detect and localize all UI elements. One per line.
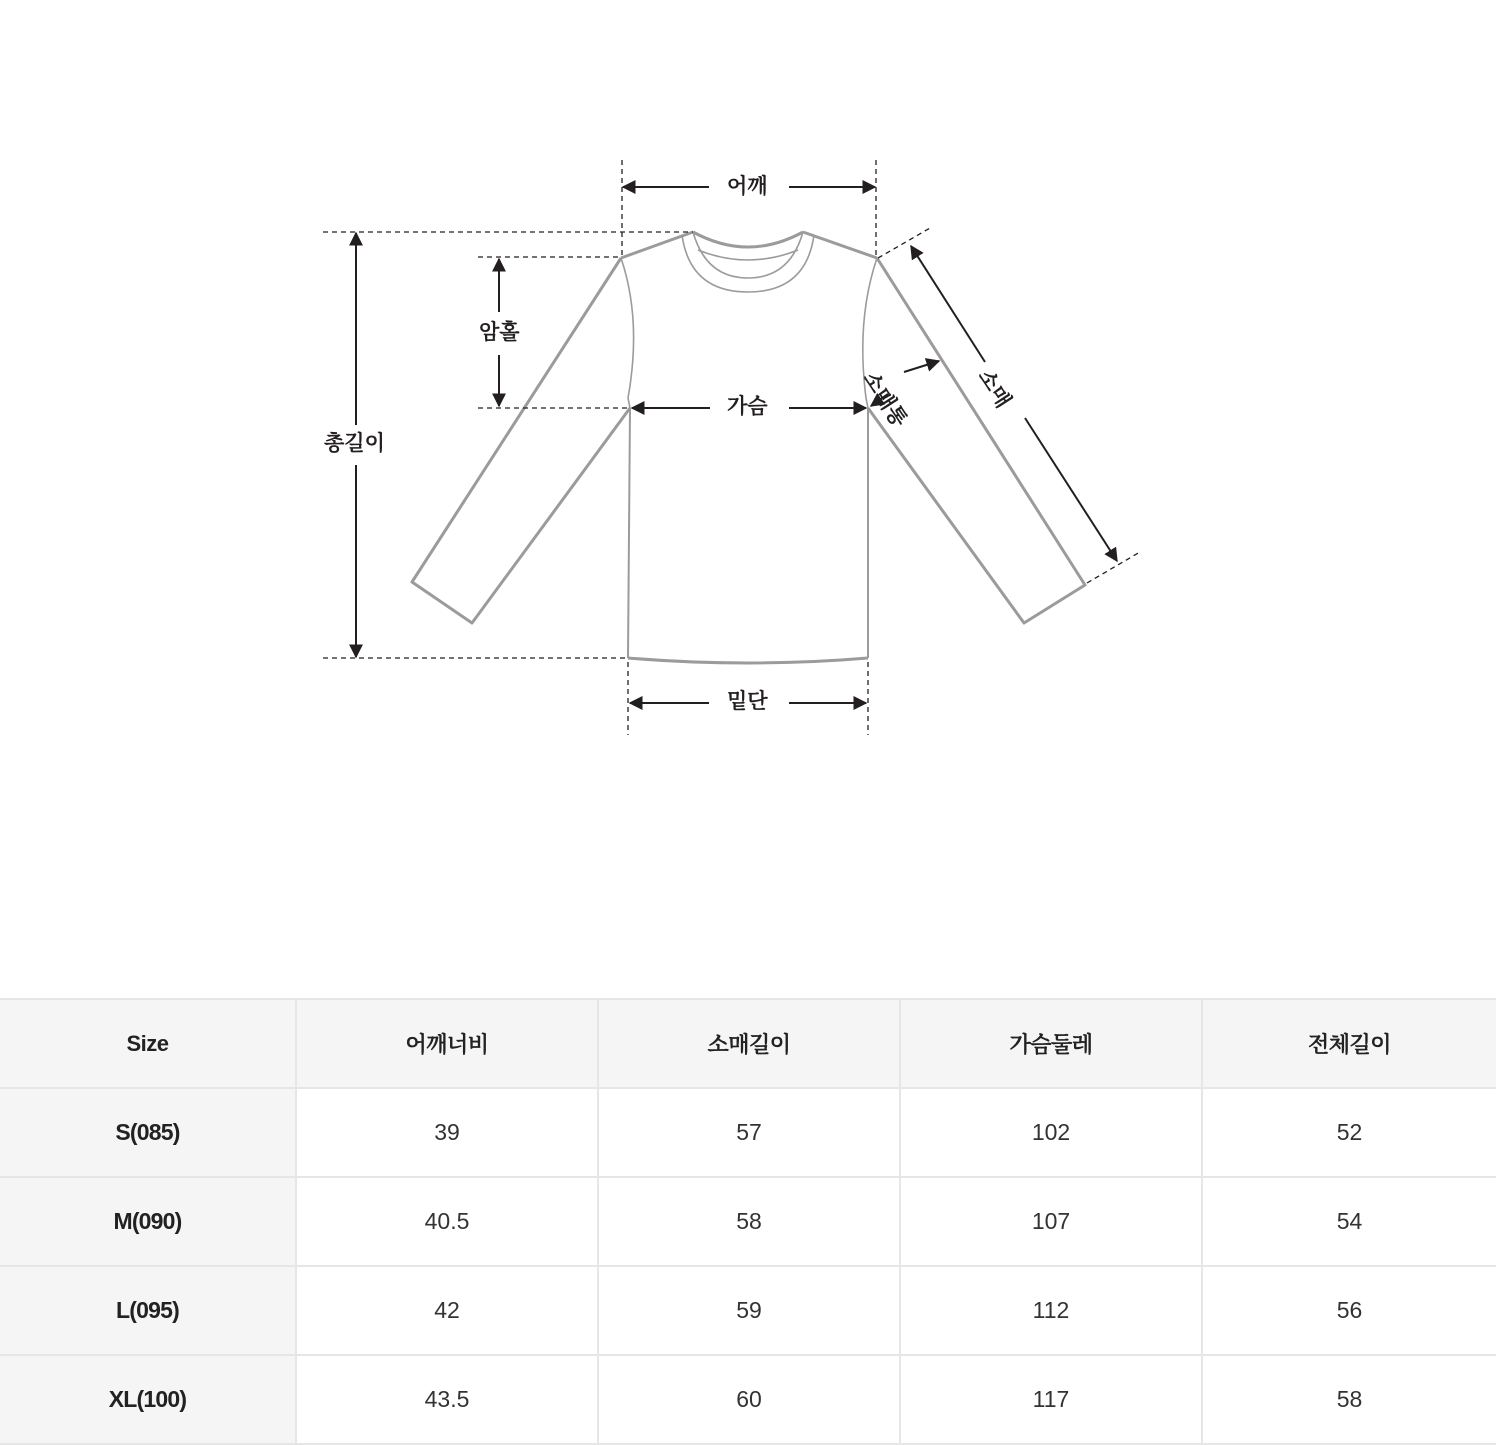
label-sleeve: 소매: [973, 364, 1016, 413]
cell-sleeve: 58: [598, 1177, 900, 1266]
cell-length: 54: [1202, 1177, 1496, 1266]
table-row: [0, 1088, 1496, 1177]
cell-length: 52: [1202, 1088, 1496, 1177]
cell-shoulder: 39: [296, 1088, 598, 1177]
header-size: Size: [0, 999, 296, 1088]
label-shoulder: 어깨: [727, 174, 768, 198]
table-row: [0, 1266, 1496, 1355]
header-shoulder-width: 어깨너비: [296, 999, 598, 1088]
size-chart-table: [0, 998, 1496, 1445]
label-armhole: 암홀: [479, 320, 520, 344]
cell-size: M(090): [0, 1177, 296, 1266]
header-chest-circumference: 가슴둘레: [900, 999, 1202, 1088]
table-header-row: [0, 999, 1496, 1088]
label-total-length: 총길이: [324, 431, 385, 455]
cell-sleeve: 59: [598, 1266, 900, 1355]
table-row: [0, 1177, 1496, 1266]
cell-length: 58: [1202, 1355, 1496, 1444]
header-total-length: 전체길이: [1202, 999, 1496, 1088]
cell-sleeve: 57: [598, 1088, 900, 1177]
label-sleeve-width: 소매통: [858, 366, 912, 432]
cell-size: L(095): [0, 1266, 296, 1355]
cell-length: 56: [1202, 1266, 1496, 1355]
cell-shoulder: 43.5: [296, 1355, 598, 1444]
cell-chest: 107: [900, 1177, 1202, 1266]
cell-shoulder: 40.5: [296, 1177, 598, 1266]
table-row: [0, 1355, 1496, 1444]
garment-outline: [412, 232, 1085, 663]
cell-sleeve: 60: [598, 1355, 900, 1444]
header-sleeve-length: 소매길이: [598, 999, 900, 1088]
cell-size: XL(100): [0, 1355, 296, 1444]
measurement-arrows: [356, 187, 1117, 703]
cell-chest: 112: [900, 1266, 1202, 1355]
cell-chest: 102: [900, 1088, 1202, 1177]
label-chest: 가슴: [727, 394, 768, 418]
cell-shoulder: 42: [296, 1266, 598, 1355]
cell-size: S(085): [0, 1088, 296, 1177]
label-hem: 밑단: [727, 689, 768, 713]
cell-chest: 117: [900, 1355, 1202, 1444]
